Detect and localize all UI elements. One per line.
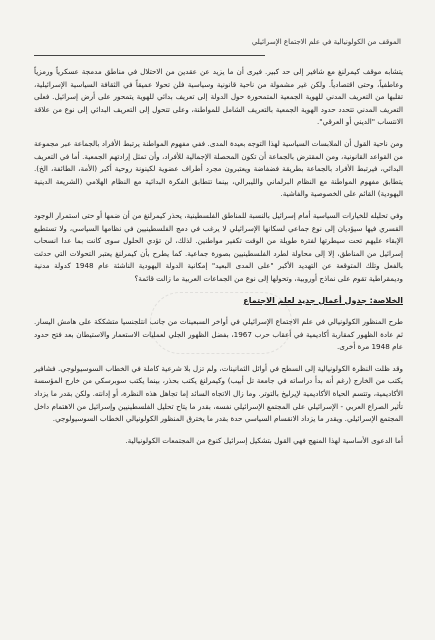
- document-body: [34, 66, 403, 456]
- running-header: الموقف من الكولونيالية في علم الاجتماع الإسرائيلي: [251, 38, 401, 46]
- section-title-text: الخلاصة: جدول أعمال جديد لعلم الاجتماع: [243, 295, 403, 305]
- closing-paragraph-3: أما الدعوى الأساسية لهذا المنهج فهي القول بتشكيل إسرائيل كنوع من المجتمعات الكولونيالية.: [125, 435, 403, 445]
- paragraph-2: ومن ناحية القول أن الملابسات السياسية لهذا التوجه بعيدة المدى. ففي مفهوم المواطنة يرتبط الأفراد بالجماعة عبر مجموعة من القواعد القانونية، ومن المقترض بالجماعة أن تكون المحصلة الإجمالية للأفراد، وأن تمثل إرادتهم الجمعية. أما في التعريف البدائي، فيرتبط الأفراد بالجماعة بطريقة فضفاضة ويعتبرون مجرد أطراف عضوية لكينونة روحية أكبر (الأمة، الطائفة، الخ). يتطابق مفهوم المواطنة مع النظام البرلماني والليبرالي، بينما تتطابق الفكرة البدائية مع النظام الهلامي (الشريعة الدينية اليهودية) القائم على الخصوصية والفاشية.: [34, 138, 403, 199]
- paragraph-1: يتشابه موقف كيمرلنغ مع شافير إلى حد كبير. فيرى أن ما يزيد عن عقدين من الاحتلال في مناطق مدمجة عسكرياً ورمزياً وعاطفياً، وحتى اقتصادياً. ولكن غير مشمولة من ناحية قانونية وسياسية فلن تحولا عميقاً في الثقافة السياسية الإسرائيلية، تقلبها من التعريف المدني للهوية الجمعية المتمحورة حول الدولة إلى تعريف بدائي للهوية يتمحور على أرض إسرائيل. فعلى التعريف المدني تتحدد حدود الهوية الجمعية بالتعريف الشامل للمواطنة، وعلى تتحول إلى التعريف البدائي إلى نوع من علاقة الانتساب "الديني أو العرقي".: [34, 67, 403, 127]
- faint-stamp-watermark: [150, 292, 292, 354]
- header-rule: [34, 55, 265, 56]
- closing-paragraph-2: وقد ظلت النظرة الكولونيالية إلى السطح في أوائل الثمانينات، ولم تزل بلا شرعية كاملة في الخطاب السوسيولوجي. فشافير يكتب من الخارج (رغم أنه بدأ دراساته في جامعة تل أبيب) وكيمرلنغ يكتب بحذر، بينما يكتب سوبرسكي من خارج المؤسسة الأكاديمية، وتتسم الحياة الأكاديمية لإيرليخ بالتوتر. وما زال الاتجاه السائد إما تجاهل هذه النظرة، أو إدانته. ولكن بقدر ما يزداد تأثير الصراع العربي - الإسرائيلي على المجتمع الإسرائيلي نفسه، بقدر ما يتاح تحليل الفلسطينيين وإسرائيل من الاهتمام داخل المجتمع الإسرائيلي. ويقدر ما يزداد الانقسام السياسي حدة بقدر ما يخترق المنظور الكولونيالي الخطاب السوسيولوجي.: [34, 363, 403, 424]
- closing-paragraph-1: طرح المنظور الكولونيالي في علم الاجتماع الإسرائيلي في أواخر السبعينات من جانب انتلجنسيا متشككة على هامش اليسار. ثم عادة الظهور كمقاربة أكاديمية في أعقاب حرب 1967، بفضل الظهور الجلي لعمليات الاستعمار والاستيطان بعد فتح حدود عام 1948 مرة أخرى.: [34, 317, 404, 352]
- paragraph-3: وفي تحليله للخيارات السياسية أمام إسرائيل بالنسبة للمناطق الفلسطينية، يحذر كيمرلنغ من أن ضمها أو حتى استمرار الوجود القسري فيها سيؤديان إلى نوع جماعي لسكانها الإسرائيلي لا يرغب في دمج الفلسطينيين في نظامها السياسي، ولا تستطيع الإبقاء عليهم تحت سيطرتها لفترة طويلة من الوقت تكفير مواطنين. لذلك، لن تؤدي الحلول سوى كانت بما عدا انسحاب إسرائيل من المناطق، إلا إلى محاولة لطرد الفلسطينيين بصورة جماعية. كما يطرح بأن كيمرلنغ يعتبر التحولات التي حدثت بالفعل وتلك المتوقعة عن التهديد الأكبر "على المدى البعيد" إمكانية الدولة اليهودية الناشئة عام 1948 كدولة مدنية وديمقراطية تقوم على نماذج أوروبية، وتحولها إلى نوع من الجماعات العربية ما زالت قائمة؟: [34, 210, 403, 283]
